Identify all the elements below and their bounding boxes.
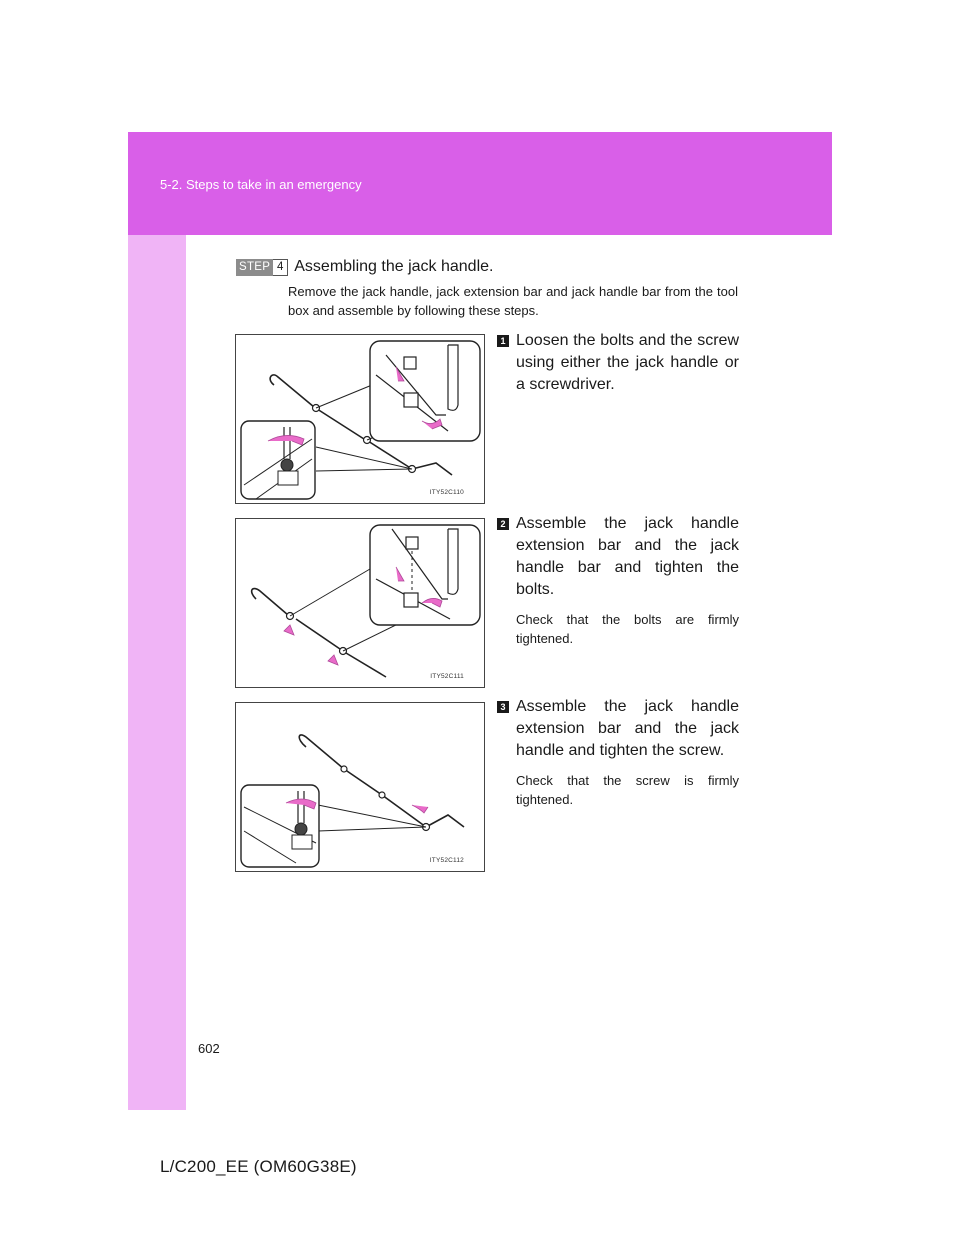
figure-code: ITY52C110 [429, 489, 464, 496]
sub-step-note: Check that the bolts are firmly tightened. [516, 612, 739, 646]
step-number: 4 [273, 259, 288, 276]
sub-step-text: Assemble the jack handle extension bar and the jack handle and tighten the screw. [516, 698, 739, 759]
sub-step-3 [497, 696, 739, 809]
sub-step-number: 3 [497, 701, 509, 713]
manual-code: L/C200_EE (OM60G38E) [160, 1157, 357, 1176]
step-badge: STEP [236, 259, 273, 276]
side-strip [128, 235, 186, 1110]
jack-handle-illustration-2 [236, 519, 484, 687]
figure-loosen-bolts [235, 334, 485, 504]
breadcrumb: 5-2. Steps to take in an emergency [160, 177, 362, 192]
sub-step-text: Loosen the bolts and the screw using either the jack handle or a screwdriver. [516, 332, 739, 393]
step-heading [236, 256, 493, 278]
sub-step-1 [497, 330, 739, 396]
sub-step-number: 2 [497, 518, 509, 530]
sub-step-2 [497, 513, 739, 648]
jack-handle-illustration-1 [236, 335, 484, 503]
jack-handle-illustration-3 [236, 703, 484, 871]
page-number: 602 [198, 1041, 220, 1056]
sub-step-text: Assemble the jack handle extension bar and the jack handle bar and tighten the bolts. [516, 515, 739, 598]
intro-text: Remove the jack handle, jack extension bar and jack handle bar from the tool box and assemble by following these steps. [288, 284, 738, 318]
figure-tighten-screw [235, 702, 485, 872]
sub-step-note: Check that the screw is firmly tightened. [516, 773, 739, 807]
figure-assemble-extension-bar [235, 518, 485, 688]
step-title: Assembling the jack handle. [294, 258, 494, 275]
sub-step-number: 1 [497, 335, 509, 347]
figure-code: ITY52C111 [430, 673, 464, 680]
figure-code: ITY52C112 [429, 857, 464, 864]
